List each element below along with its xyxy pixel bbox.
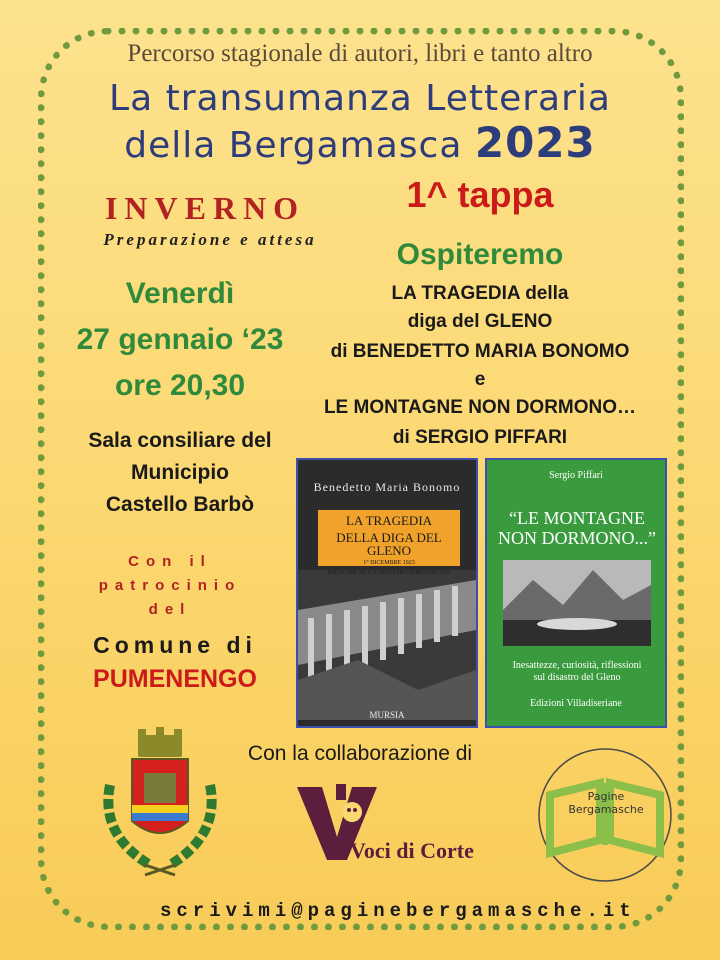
title-line-2-text: della Bergamasca <box>124 125 463 166</box>
guest-line-4: e <box>474 369 486 390</box>
book1-title-1: LA TRAGEDIA <box>345 513 433 528</box>
mountain-photo <box>503 560 651 646</box>
guest-line-1: LA TRAGEDIA della <box>391 283 569 304</box>
guest-line-3: di BENEDETTO MARIA BONOMO <box>330 341 630 362</box>
book1-title-box <box>318 510 460 576</box>
book-cover-tragedia <box>296 458 478 728</box>
guest-line-2: diga del GLENO <box>407 311 553 332</box>
book-cover-montagne <box>485 458 667 728</box>
patronage-line-2: patrocinio <box>98 577 242 594</box>
event-time: ore 20,30 <box>114 369 246 402</box>
season-name: INVERNO <box>104 190 306 226</box>
season-tagline: Preparazione e attesa <box>103 230 317 249</box>
book2-author: Sergio Piffari <box>549 470 603 481</box>
pagine-bergamasche-text <box>536 790 676 816</box>
stage-label: 1^ tappa <box>406 174 554 215</box>
pagine-line-2: Bergamasche <box>568 803 644 816</box>
event-day: Venerdì <box>125 277 235 310</box>
venue-line-2: Municipio <box>131 461 229 484</box>
contact-email: scrivimi@paginebergamasche.it <box>160 900 636 922</box>
book2-publisher: Edizioni Villadiseriane <box>530 698 622 709</box>
comune-label: Comune di <box>93 632 257 658</box>
book2-sub-1: Inesattezze, curiosità, riflessioni <box>512 660 642 671</box>
host-heading: Ospiteremo <box>396 238 564 271</box>
book1-sub-1: 1° DICEMBRE 1923 <box>363 560 415 566</box>
book1-sub-2: INDAGINE SU UN DISASTRO DIMENTICATO <box>328 570 450 576</box>
event-date: 27 gennaio ‘23 <box>76 323 284 356</box>
coat-of-arms-icon <box>90 725 230 890</box>
book2-title <box>491 508 663 548</box>
patronage-line-1: Con il <box>128 553 212 570</box>
patronage-text <box>70 550 270 622</box>
venue-line-1: Sala consiliare del <box>88 429 272 452</box>
book2-title-2: NON DORMONO...” <box>498 528 656 548</box>
dam-photo <box>298 570 476 720</box>
guest-line-6: di SERGIO PIFFARI <box>392 427 568 448</box>
book2-sub-2: sul disastro del Gleno <box>533 672 621 683</box>
pagine-line-1: Pagine <box>587 790 625 803</box>
title-line-2 <box>40 118 680 167</box>
book1-title-2: DELLA DIGA DEL GLENO <box>336 530 442 558</box>
venue-line-3: Castello Barbò <box>105 493 255 516</box>
book2-subtitle <box>491 660 663 684</box>
voci-di-corte-text: Voci di Corte <box>350 838 474 863</box>
title-line-1: La transumanza Letteraria <box>109 78 611 119</box>
title-year: 2023 <box>474 118 596 167</box>
book1-author: Benedetto Maria Bonomo <box>313 480 461 494</box>
venue <box>40 425 320 521</box>
patronage-line-3: del <box>148 601 192 618</box>
collaboration-label: Con la collaborazione di <box>247 742 473 765</box>
comune-name: PUMENENGO <box>93 665 257 693</box>
guest-line-5: LE MONTAGNE NON DORMONO… <box>323 397 637 418</box>
book2-title-1: “LE MONTAGNE <box>508 508 646 528</box>
book1-publisher: MURSIA <box>369 710 405 720</box>
header-subtitle: Percorso stagionale di autori, libri e tanto altro <box>127 40 593 67</box>
